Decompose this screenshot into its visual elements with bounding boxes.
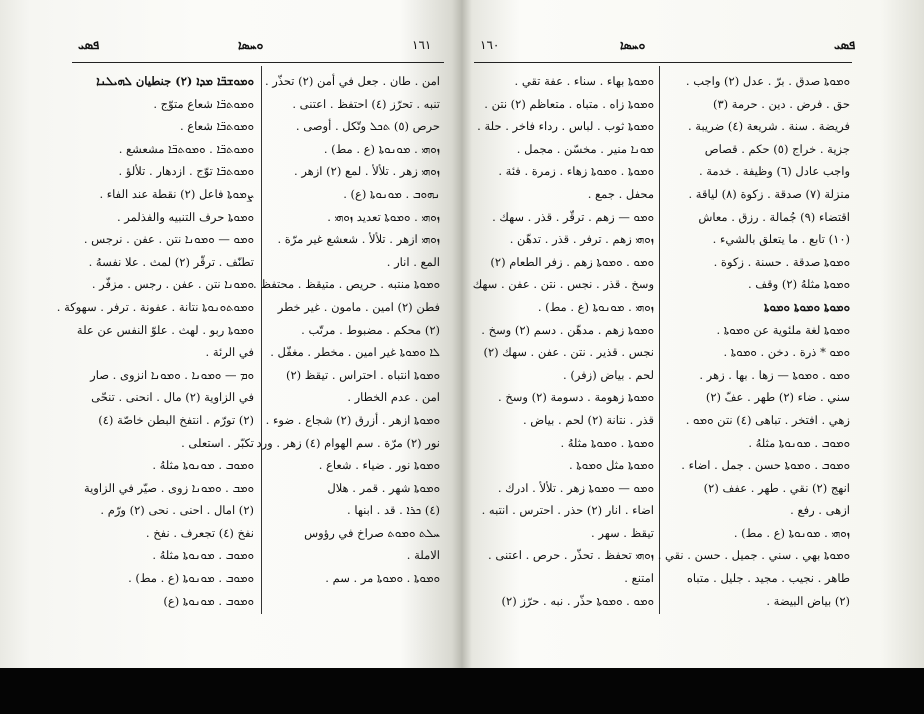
entry-line: ܘܡܘܬܒ̈ܐ شعاع متوّج . [153, 96, 254, 111]
entry-line: في الزاوية (٢) مال . انحنى . تنحّى [91, 390, 254, 405]
entry-line: ܘܡܘܬܐ زاه . متباه . متعاظم (٢) نتن . [484, 96, 654, 111]
entry-line: ܘܡܘܒ . ܡܘܢܘܬܐ (ع) [163, 593, 254, 608]
entry-line: جزية . خراج (٥) حكم . قصاص [704, 141, 850, 156]
right-page [462, 0, 924, 668]
entry-line: ܚܠܬ ܘܡܘܬ صراخ في رؤوس [304, 525, 440, 540]
entry-line: ازهى . رفع . [790, 503, 850, 518]
entry-line: ܘܡ — ܘܡܘܢܐ . ܘܡܘܢܐ انزوى . صار [90, 367, 254, 382]
header-root-label: ܘܚܣܐ [620, 38, 646, 52]
entry-line: منزلة (٧) صدقة . زكوة (٨) لياقة . [688, 186, 850, 201]
entry-line: تطنّف . ترقّر (٢) لمث . علا نفسهُ . [88, 254, 254, 269]
entry-line: ܘܡܘܬܐ مثل ܘܡܘܬܐ . [569, 458, 654, 473]
entry-line: ܘܡܘ . ܘܡܘܬܐ — زها . بها . زهر . [699, 367, 850, 382]
entry-line: فريضة . سنة . شريعة (٤) ضريبة . [687, 119, 850, 134]
entry-line: (٢) تورّم . انتفخ البطن خاصّة (٤) [98, 412, 254, 427]
entry-line: ܙܘܗܝ تحفظ . تحذّر . حرص . اعتنى . [488, 548, 654, 563]
entry-line: (١٠) تابع . ما يتعلق بالشيء . [712, 232, 850, 247]
entry-line: ܘܡܘܬܐ ܘܡܘܬܐ ܘܡܘܬܐ [763, 299, 850, 314]
page-number: ١٦٠ [480, 38, 500, 52]
entry-line: ܙܘܗܝ . ܡܘܢܘܬܐ (ع . مط) . [537, 299, 654, 314]
entry-line: ܘܡܘܬܐ شهر . قمر . هلال [327, 480, 440, 495]
column-divider [261, 66, 262, 614]
entry-line: اقتضاء (٩) جُمالة . رزق . معاش [698, 209, 850, 224]
entry-line: ܘܡܘ — زهم . ترقّر . قذر . سهك . [492, 209, 654, 224]
entry-line: نفخ (٤) تجعرف . نفخ . [145, 525, 254, 540]
entry-line: ܘܡܘܒ . ܘܡܘܬܐ حسن . جمل . اضاء . [681, 458, 850, 473]
entry-line: ܘܡܘ . ܘܡܘܬܐ حذّر . نبه . حرّز (٢) [501, 593, 654, 608]
header-root-label: ܘܚܣܐ [238, 38, 264, 52]
entry-line: ܘܡܘܬܐ صدقة . حسنة . زكوة . [713, 254, 850, 269]
entry-line: ܘܡܘܬܐ انتباه . احتراس . تيقظ (٢) [285, 367, 440, 382]
entry-line: المع . انار . [386, 254, 440, 269]
column-divider [659, 66, 660, 614]
entry-line: ܘܡܘܬܐ منتبه . حريص . متيقظ . محتفظ . [253, 277, 440, 292]
entry-line: ܘܡܘ — ܘܡܘܬܐ زهر . تلألأ . ادرك . [497, 480, 654, 495]
right-inner-column [472, 70, 654, 612]
entry-line: ܘܡܘ — ܘܡܘܢܐ نتن . عفن . نرجس . [83, 232, 254, 247]
left-inner-column [249, 70, 440, 590]
entry-line: ܘܡܘܬܒ̈ܐ . ܘܡܘܬܒ̈ܐ مشعشع . [118, 141, 254, 156]
entry-line: ܘܡܘܒ . ܡܘܢܘܬܐ مثلهُ . [152, 458, 254, 473]
header-outer-label: ܦܣܝ [834, 38, 856, 53]
entry-line: (٤) ܟܪܐ . قد . ابنها . [347, 503, 440, 518]
entry-line: (٢) محكم . مضبوط . مرتّب . [301, 322, 440, 337]
entry-line: ܘܡܘܬܐ حرف التنبيه والفذلمر . [116, 209, 254, 224]
entry-line: اضاء . انار (٢) حذر . احترس . انتبه . [481, 503, 654, 518]
entry-line: ܡܘܢܐ منير . مخسّن . مجمل . [516, 141, 654, 156]
left-page-header [0, 34, 462, 56]
entry-line: ܘܡܘܬܐ صدق . برّ . عدل (٢) واجب . [685, 74, 850, 88]
entry-line: ܘܡܘ * ذرة . دخن . ܘܡܘܬܐ . [723, 345, 850, 360]
header-rule [72, 62, 444, 63]
entry-line: تنبه . تحرّز (٤) احتفظ . اعتنى . [292, 96, 440, 111]
entry-line: حرص (٥) ܬܟܠ وتّكل . أوصى . [295, 119, 440, 134]
entry-line: وسخ . قذر . نجس . نتن . عفن . سهك [472, 277, 654, 292]
entry-line: ܘܡܘܬܐ ثوب . لباس . رداء فاخر . حلة . [477, 119, 654, 134]
entry-line: ܘܡܘܬܐ لغة ملئوية عن ܘܡܘܬܐ . [716, 322, 850, 337]
entry-line: ܘܡܘܬܐ زهم . مدهّن . دسم (٢) وسخ . [481, 322, 654, 337]
entry-line: ܘܡܘܬܐ مثلهُ (٢) وقف . [747, 277, 850, 292]
entry-line: ܘܡܘܫܒ̈ܐ ܡܕܐ (٢) جنطيان ܠܗܝܠܢܐ [96, 74, 254, 88]
entry-line: ܙܘܗܝ ازهر . تلألأ . شعشع غير مرّة . [277, 232, 440, 247]
entry-line: امتنع . [624, 571, 654, 586]
entry-line: ܘܡܘܒ . ܡܘܢܘܬܐ (ع . مط) . [128, 571, 254, 586]
entry-line: ܘܡܘܬܐ ازهر . أزرق (٢) شجاع . ضوء . [265, 412, 440, 427]
left-page [0, 0, 462, 668]
entry-line: ܘܡܘܬܐ . ܘܡܘܬܐ زهاء . زمرة . فئة . [498, 164, 654, 179]
entry-line: ܘܡܘܬܐ . ܘܡܘܬܐ مر . سم . [325, 571, 440, 586]
header-rule [474, 62, 852, 63]
entry-line: ܙܘܗܝ زهم . ترفر . قذر . تدهّن . [509, 232, 654, 247]
entry-line: ܘܡܘܒ . ܡܘܢܘܬܐ مثلهُ . [748, 435, 850, 450]
page-number: ١٦١ [412, 38, 432, 52]
entry-line: ܘܡܘܬܒ̈ܐ توّج . ازدهار . تلألؤ . [118, 164, 254, 179]
entry-line: ܙܘܗܝ . ܡܘܢܘܬܐ (ع . مط) . [733, 525, 850, 540]
left-outer-column [56, 70, 254, 612]
entry-line: (٢) بياض البيضة . [766, 593, 850, 608]
entry-line: ܘܡܘܬܐ بهاء . سناء . عفة تقي . [514, 74, 654, 88]
entry-line: ܘܡܒ . ܘܡܘܢܐ زوى . صيّر في الزاوية [83, 480, 254, 495]
entry-line: ܘܡܘܬܘܢܘܬܐ نتانة . عفونة . ترفر . سهوكة . [56, 299, 254, 314]
entry-line: حق . فرض . دين . حرمة (٣) [712, 96, 850, 111]
entry-line: ܙܘܗܝ . ܡܘܢܘܬܐ (ع . مط) . [323, 141, 440, 156]
entry-line: فطن (٢) امين . مامون . غير خطر [277, 299, 440, 314]
entry-line: تكبّر . استعلى . [181, 435, 254, 450]
entry-line: سني . ضاء (٢) طهر . عفّ (٢) [705, 390, 850, 405]
entry-line: ܘܡܘܬܐ ربو . لهث . علوّ النفس عن علة [76, 322, 254, 337]
entry-line: طاهر . نجيب . مجيد . جليل . متباه [686, 571, 850, 586]
entry-line: انهج (٢) نقي . طهر . عفف (٢) [703, 480, 850, 495]
entry-line: ܨܡܘܬܐ فاعل (٢) نقطة عند الفاء . [99, 186, 254, 201]
entry-line: ܘܡܘܬܐ زهومة . دسومة (٢) وسخ . [498, 390, 654, 405]
entry-line: ܘܡܘ . ܘܡܘܬܐ زهم . زفر الطعام (٢) [490, 254, 654, 269]
entry-line: ܘܡܘܬܐ نور . ضياء . شعاع . [318, 458, 440, 473]
entry-line: ܠܐ ܘܡܘܬܐ غير امين . مخطر . مغفّل . [270, 345, 440, 360]
scan-bottom-band [0, 668, 924, 714]
header-outer-label: ܦܣܝ [78, 38, 100, 53]
entry-line: ܘܡܘܢܐ نتن . عفن . رجس . مزفّر . [91, 277, 254, 292]
entry-line: ܘܡܘܬܒ̈ܐ شعاع . [179, 119, 254, 134]
entry-line: ܙܘܗܝ . ܘܡܘܬܐ تعديد ܙܘܗܝ . [327, 209, 440, 224]
entry-line: ܙܘܗܝ زهر . تلألأ . لمع (٢) ازهر . [294, 164, 440, 179]
entry-line: امن . طان . جعل في أمن (٢) تحذّر . [264, 74, 440, 88]
right-outer-column [657, 70, 850, 612]
entry-line: ܢܗܘܒ . ܡܘܢܘܬܐ (ع) . [343, 186, 440, 201]
entry-line: نجس . قذير . نتن . عفن . سهك (٢) [483, 345, 654, 360]
entry-line: (٢) امال . احنى . نحى (٢) ورّم . [100, 503, 254, 518]
entry-line: في الرئة . [205, 345, 254, 360]
entry-line: ܘܡܘܬܐ بهي . سني . جميل . حسن . نقي . [657, 548, 850, 563]
entry-line: ܘܡܘܬܐ . ܘܡܘܬܐ مثلهُ . [560, 435, 654, 450]
entry-line: زهي . افتخر . تباهى (٤) نتن ܘܡܘ . [685, 412, 850, 427]
entry-line: الاملة . [406, 548, 440, 563]
entry-line: محفل . جمع . [587, 186, 654, 201]
entry-line: ܘܡܘܒ . ܡܘܢܘܬܐ مثلهُ . [152, 548, 254, 563]
right-page-header [462, 34, 924, 56]
entry-line: قذر . نتانة (٢) لحم . بياض . [522, 412, 654, 427]
entry-line: نور (٢) مرّة . سم الهوام (٤) زهر . ورد . [249, 435, 440, 450]
entry-line: تيقظ . سهر . [591, 525, 654, 540]
entry-line: لحم . بياض (زفر) . [563, 367, 654, 382]
entry-line: امن . عدم الخطار . [347, 390, 440, 405]
entry-line: واجب عادل (٦) وظيفة . خدمة . [698, 164, 850, 179]
